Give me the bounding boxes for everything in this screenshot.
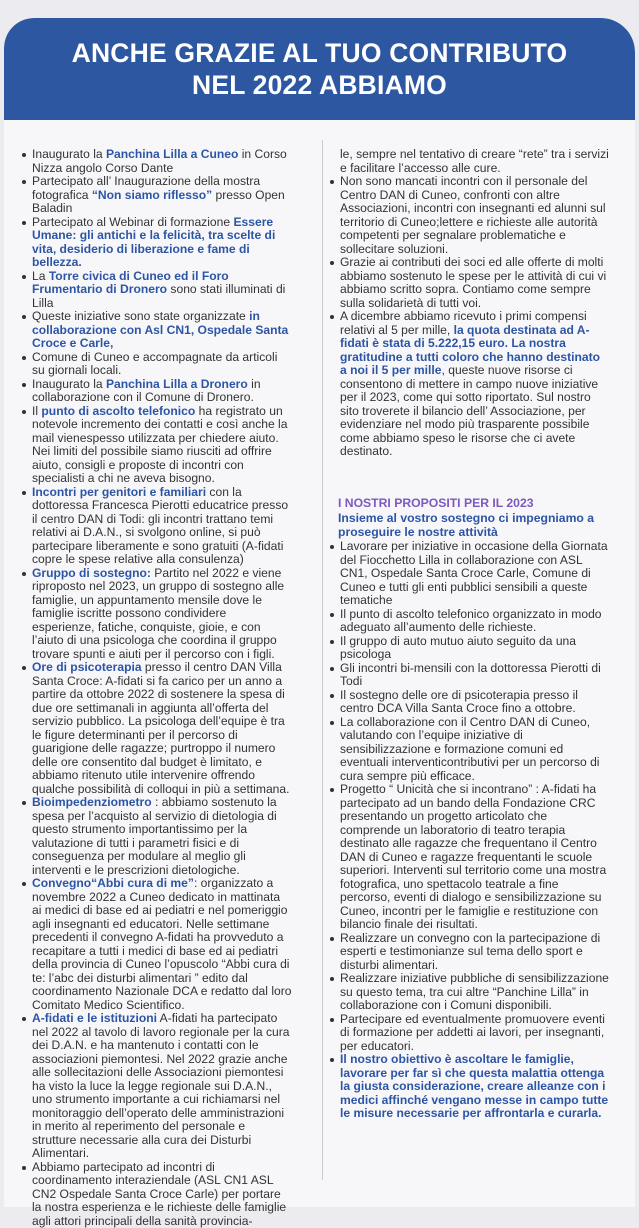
list-item <box>22 216 292 270</box>
list-item <box>22 877 292 1012</box>
bullet-icon <box>22 356 26 360</box>
right-column-bottom <box>330 540 610 1121</box>
item-text: Partecipato al Webinar di formazione <box>32 215 233 229</box>
highlight-text: A-fidati e le istituzioni <box>32 1011 157 1025</box>
highlight-text: Bioimpedenziometro <box>32 795 152 809</box>
item-text: con la dottoressa Francesca Pierotti educatrice presso il centro DAN di Todi: gli incontri trattano temi relativi ai D.A.N., si svolgono online, si può partecipare liberamente e sono gratuiti (A-fidati copre le spese relative alla consulenza) <box>32 485 288 567</box>
item-text: Realizzare iniziative pubbliche di sensibilizzazione su questo tema, tra cui altre “Panchine Lilla” in collaborazione con i Comuni disponibili. <box>340 971 609 1012</box>
highlight-text: Ore di psicoterapia <box>32 660 142 674</box>
bullet-icon <box>22 1017 26 1021</box>
item-text: , queste nuove risorse ci consentono di mettere in campo nuove iniziative per il 2023, come qui sotto riportato. Sul nostro sito troverete il bilancio dell’ Associazione, per evidenziare nel modo più trasparente possibile come abbiamo speso le risorse che ci avete destinato. <box>340 363 598 458</box>
highlight-text: Torre civica di Cuneo ed il Foro Frumentario di Dronero <box>32 269 229 297</box>
item-text: Non sono mancati incontri con il personale del Centro DAN di Cuneo, confronti con altre Associazioni, incontri con insegnanti ed alunni sul territorio di Cuneo;lettere e richieste alle autorità competenti per segnalare problematiche e sollecitare soluzioni. <box>340 174 606 256</box>
bullet-icon <box>22 180 26 184</box>
bullet-icon <box>330 1018 334 1022</box>
list-item <box>330 783 610 932</box>
highlight-text: Convegno“Abbi cura di me” <box>32 876 194 890</box>
list-item <box>330 540 610 608</box>
highlight-text: punto di ascolto telefonico <box>41 404 195 418</box>
item-text: Partecipato all’ Inaugurazione della mostra fotografica <box>32 174 260 202</box>
list-item <box>22 378 292 405</box>
left-bullet-list <box>22 148 292 1228</box>
item-text: ha registrato un notevole incremento dei contatti e così anche la mail vienespesso utilizzata per chiedere aiuto. Nei limiti del possibile siamo riusciti ad offrire aiuto, consigli e proposte di incontri con specialisti a chi ne aveva bisogno. <box>32 404 287 486</box>
highlight-text: Essere Umane: gli antichi e la felicità, tra scelte di vita, desiderio di liberazione e fame di bellezza. <box>32 215 275 270</box>
item-text: Abbiamo partecipato ad incontri di coordinamento interaziendale (ASL CN1 ASL CN2 Ospedale Santa Croce Carle) per portare la nostra esperienza e le richieste delle famiglie agli attori principali della sanità provincia- <box>32 1160 286 1228</box>
list-item <box>330 175 610 256</box>
list-item <box>330 662 610 689</box>
item-text: A-fidati ha partecipato nel 2022 al tavolo di lavoro regionale per la cura dei D.A.N. e ha mantenuto i contatti con le associazioni piemontesi. Nel 2022 grazie anche alle sollecitazioni delle Associazioni piemontesi ha visto la luce la legge regionale sui D.A.N., uno strumento importante a cui richiamarsi nel monitoraggio dell’operato delle amministrazioni in merito al reperimento del personale e strutture necessarie alla cura dei Disturbi Alimentari. <box>32 1011 290 1160</box>
item-text: in collaborazione con il Comune di Dronero. <box>32 377 261 405</box>
list-item <box>330 689 610 716</box>
list-item <box>22 310 292 351</box>
bullet-icon <box>330 315 334 319</box>
bullet-icon <box>330 977 334 981</box>
item-text: Inaugurato la <box>32 377 106 391</box>
item-text: A dicembre abbiamo ricevuto i primi compensi relativi al 5 per mille, <box>340 309 587 337</box>
item-text: Lavorare per iniziative in occasione della Giornata del Fiocchetto Lilla in collaborazione con ASL CN1, Ospedale Santa Croce Carle, Comune di Cuneo e tutti gli enti pubblici sensibili a queste tematiche <box>340 539 608 607</box>
list-item <box>330 932 610 973</box>
list-item <box>22 1161 292 1228</box>
highlight-text: Il nostro obiettivo è ascoltare le famiglie, lavorare per far sì che questa malattia ottenga la giusta considerazione, creare alleanze con i medici affinché vengano messe in campo tutte le misure necessarie per affrontarla e curarla. <box>340 1052 608 1120</box>
list-item <box>330 635 610 662</box>
item-text: Partecipare ed eventualmente promuovere eventi di formazione per addetti ai lavori, per insegnanti, per educatori. <box>340 1012 605 1053</box>
article-header <box>4 18 635 120</box>
section-title: I NOSTRI PROPOSITI PER IL 2023 <box>338 496 608 510</box>
header-title-line1: ANCHE GRAZIE AL TUO CONTRIBUTO <box>4 38 635 68</box>
list-item <box>330 716 610 784</box>
item-text: Queste iniziative sono state organizzate <box>32 309 249 323</box>
bullet-icon <box>330 545 334 549</box>
item-text: : abbiamo sostenuto la spesa per l’acquisto al servizio di dietologia di questo strumento importantissimo per la valutazione di tutti i parametri fisici e di conseguenza per modulare al meglio gli interventi e le prescrizioni dietologiche. <box>32 795 277 877</box>
right-column-top <box>330 148 610 459</box>
list-item <box>22 270 292 311</box>
bullet-icon <box>22 275 26 279</box>
bullet-icon <box>330 694 334 698</box>
highlight-text: Incontri per genitori e familiari <box>32 485 206 499</box>
bullet-icon <box>22 153 26 157</box>
list-item <box>330 256 610 310</box>
list-item <box>22 1012 292 1161</box>
right-top-bullet-list <box>330 148 610 459</box>
list-item <box>330 972 610 1013</box>
left-column <box>22 148 292 1228</box>
list-item <box>330 608 610 635</box>
bullet-icon <box>330 788 334 792</box>
item-text: Realizzare un convegno con la partecipazione di esperti e testimonianze sul tema dello sport e disturbi alimentari. <box>340 931 600 972</box>
list-item <box>22 486 292 567</box>
bullet-icon <box>22 221 26 225</box>
item-text: in Corso Nizza angolo Corso Dante <box>32 147 287 175</box>
bullet-icon <box>330 721 334 725</box>
item-text: : organizzato a novembre 2022 a Cuneo dedicato in mattinata ai medici di base ed ai pediatri e nel pomeriggio agli insegnanti ed educatori. Nelle settimane precedenti il convegno A-fidati ha provveduto a recapitare a tutti i medici di base ed ai pediatri della provincia di Cuneo l’opuscolo “Abbi cura di te: l’abc dei disturbi alimentari ” edito dal coordinamento Nazionale DCA e redatto dal loro Comitato Medico Scientifico. <box>32 876 292 1012</box>
right-bottom-bullet-list <box>330 540 610 1121</box>
item-text: Comune di Cuneo e accompagnate da articoli su giornali locali. <box>32 350 277 378</box>
item-text: le, sempre nel tentativo di creare “rete” tra i servizi e facilitare l’accesso alle cure. <box>340 147 609 175</box>
list-item <box>330 310 610 459</box>
bullet-icon <box>330 667 334 671</box>
bullet-icon <box>330 613 334 617</box>
item-text: Il <box>32 404 41 418</box>
list-item <box>22 148 292 175</box>
item-text: Grazie ai contributi dei soci ed alle offerte di molti abbiamo sostenuto le spese per le attività di cui vi abbiamo scritto sopra. Contiamo come sempre sulla solidarietà di tutti voi. <box>340 255 606 310</box>
bullet-icon <box>22 1166 26 1170</box>
bullet-icon <box>22 882 26 886</box>
item-text: Progetto “ Unicità che si incontrano” : A-fidati ha partecipato ad un bando della Fondazione CRC presentando un progetto articolato che comprende un laboratorio di teatro terapia destinato alle ragazze che frequentano il Centro DAN di Cuneo e ragazze frequentanti le scuole superiori. Interventi sul territorio come una mostra fotografica, uno spettacolo teatrale a fine percorso, eventi di dialogo e sensibilizzazione su Cuneo, incontri per le famiglie e restituzione con bilancio finale dei risultati. <box>340 782 606 931</box>
list-item <box>330 148 610 175</box>
list-item <box>22 351 292 378</box>
item-text: Gli incontri bi-mensili con la dottoressa Pierotti di Todi <box>340 661 601 689</box>
bullet-icon <box>22 410 26 414</box>
list-item <box>22 661 292 796</box>
bullet-icon <box>22 383 26 387</box>
bullet-icon <box>330 180 334 184</box>
highlight-text: Gruppo di sostegno: <box>32 566 151 580</box>
highlight-text: “Non siamo riflesso” <box>92 188 212 202</box>
bullet-icon <box>330 640 334 644</box>
list-item <box>330 1013 610 1054</box>
highlight-text: in collaborazione con Asl CN1, Ospedale Santa Croce e Carle, <box>32 309 288 350</box>
bullet-icon <box>22 666 26 670</box>
item-text: presso il centro DAN Villa Santa Croce: A-fidati si fa carico per un anno a partire da ottobre 2022 di sostenere la spesa di due ore settimanali in aggiunta all’offerta del servizio pubblico. La psicologa dell’equipe è tra le figure determinanti per il percorso di guarigione delle ragazze; purtroppo il numero delle ore consentito dal budget è limitato, e abbiamo ritenuto utile intervenire offrendo qualche possibilità di colloqui in più a settimana. <box>32 660 289 796</box>
bullet-icon <box>330 261 334 265</box>
item-text: Il punto di ascolto telefonico organizzato in modo adeguato all’aumento delle richieste. <box>340 607 602 635</box>
list-item <box>330 1053 610 1121</box>
item-text: Partito nel 2022 e viene riproposto nel 2023, un gruppo di sostegno alle famiglie, un appuntamento mensile dove le famiglie iscritte possono condividere esperienze, fatiche, conquiste, gioie, e con l’aiuto di una psicologa che coordina il gruppo trovare spunti e aiuti per il percorso con i figli. <box>32 566 284 661</box>
list-item <box>22 175 292 216</box>
list-item <box>22 796 292 877</box>
bullet-icon <box>22 572 26 576</box>
bullet-icon <box>330 937 334 941</box>
section-subtitle: Insieme al vostro sostegno ci impegniamo a proseguire le nostre attività <box>338 511 608 539</box>
highlight-text: la quota destinata ad A-fidati è stata di 5.222,15 euro. La nostra gratitudine a tutti coloro che hanno destinato a noi il 5 per mille <box>340 323 600 378</box>
item-text: Il gruppo di auto mutuo aiuto seguito da una psicologa <box>340 634 576 662</box>
item-text: Inaugurato la <box>32 147 106 161</box>
column-divider <box>322 140 323 1180</box>
item-text: La collaborazione con il Centro DAN di Cuneo, valutando con l’equipe iniziative di sensibilizzazione e formazione comuni ed eventuali interventicontributivi per un percorso di cura sempre più efficace. <box>340 715 599 783</box>
item-text: sono stati illuminati di Lilla <box>32 282 285 310</box>
item-text: Il sostegno delle ore di psicoterapia presso il centro DCA Villa Santa Croce fino a ottobre. <box>340 688 578 716</box>
bullet-icon <box>22 801 26 805</box>
bullet-icon <box>22 491 26 495</box>
highlight-text: Panchina Lilla a Dronero <box>106 377 248 391</box>
highlight-text: Panchina Lilla a Cuneo <box>106 147 238 161</box>
bullet-icon <box>22 315 26 319</box>
list-item <box>22 405 292 486</box>
header-title-line2: NEL 2022 ABBIAMO <box>4 70 635 100</box>
bullet-icon <box>330 1058 334 1062</box>
list-item <box>22 567 292 662</box>
item-text: La <box>32 269 49 283</box>
item-text: presso Open Baladin <box>32 188 285 216</box>
